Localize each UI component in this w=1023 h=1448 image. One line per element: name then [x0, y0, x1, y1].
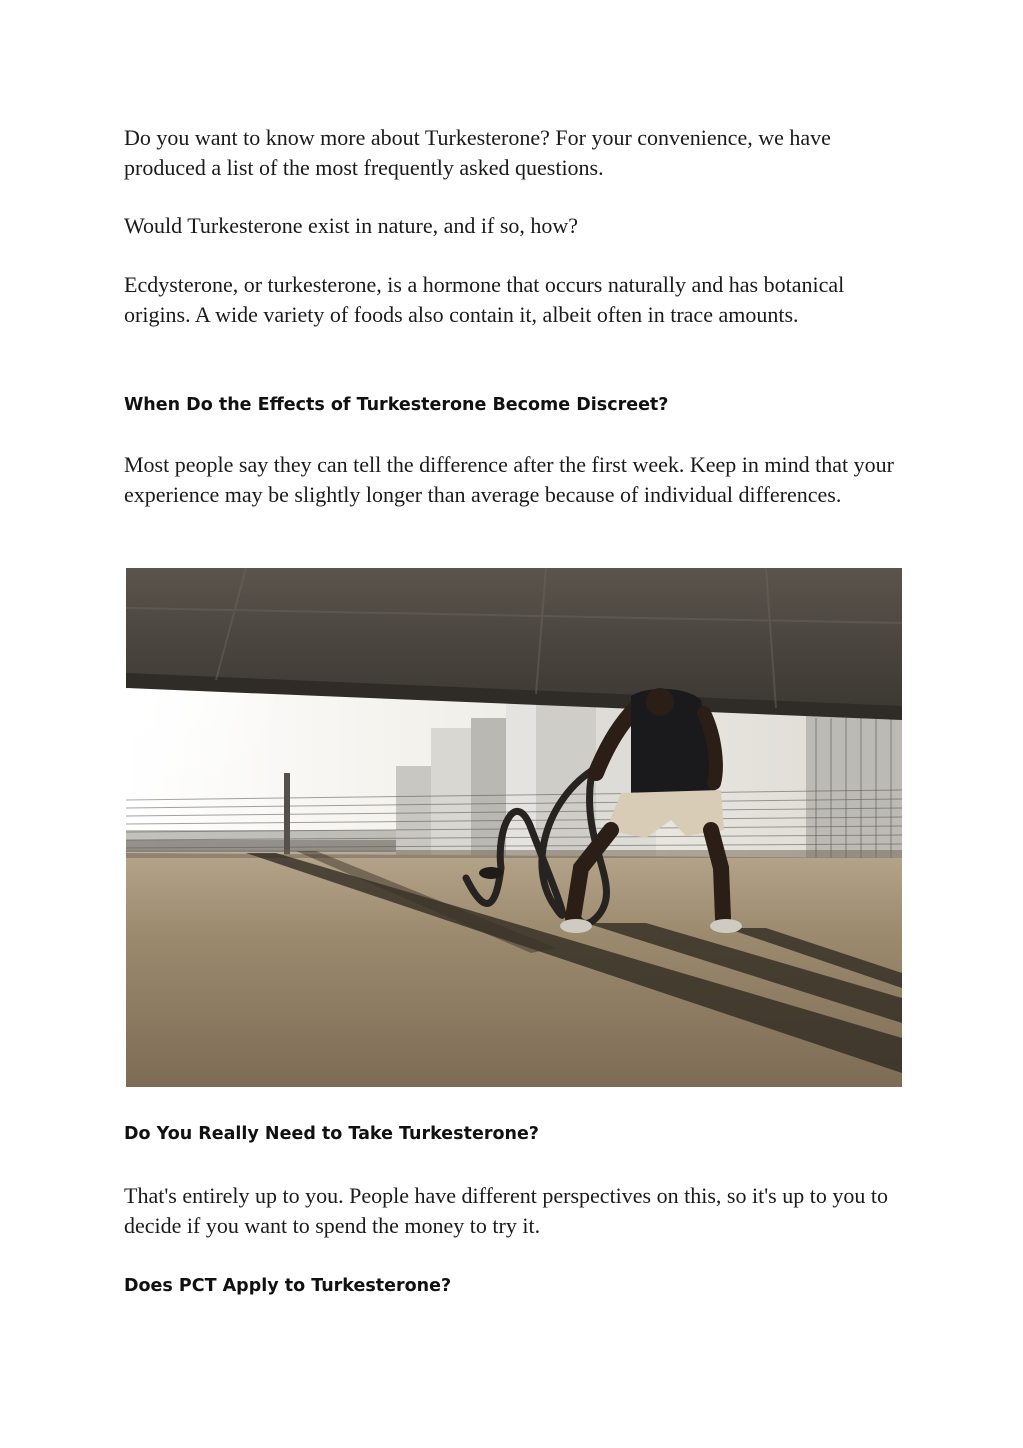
question-nature-paragraph: Would Turkesterone exist in nature, and if so, how?: [124, 213, 579, 238]
heading-pct: Does PCT Apply to Turkesterone?: [124, 1276, 452, 1296]
heading-effects: When Do the Effects of Turkesterone Become Discreet?: [124, 395, 669, 415]
intro-paragraph: Do you want to know more about Turkesterone? For your convenience, we have produced a list of the most frequently asked questions.: [124, 125, 831, 180]
heading-need: Do You Really Need to Take Turkesterone?: [124, 1124, 539, 1144]
battle-ropes-photo: [126, 568, 902, 1087]
answer-need-paragraph: That's entirely up to you. People have different perspectives on this, so it's up to you to decide if you want to spend the money to try it.: [124, 1183, 888, 1238]
answer-effects-paragraph: Most people say they can tell the difference after the first week. Keep in mind that your experience may be slightly longer than average because of individual differences.: [124, 452, 894, 507]
answer-nature-paragraph: Ecdysterone, or turkesterone, is a hormone that occurs naturally and has botanical origins. A wide variety of foods also contain it, albeit often in trace amounts.: [124, 272, 845, 327]
